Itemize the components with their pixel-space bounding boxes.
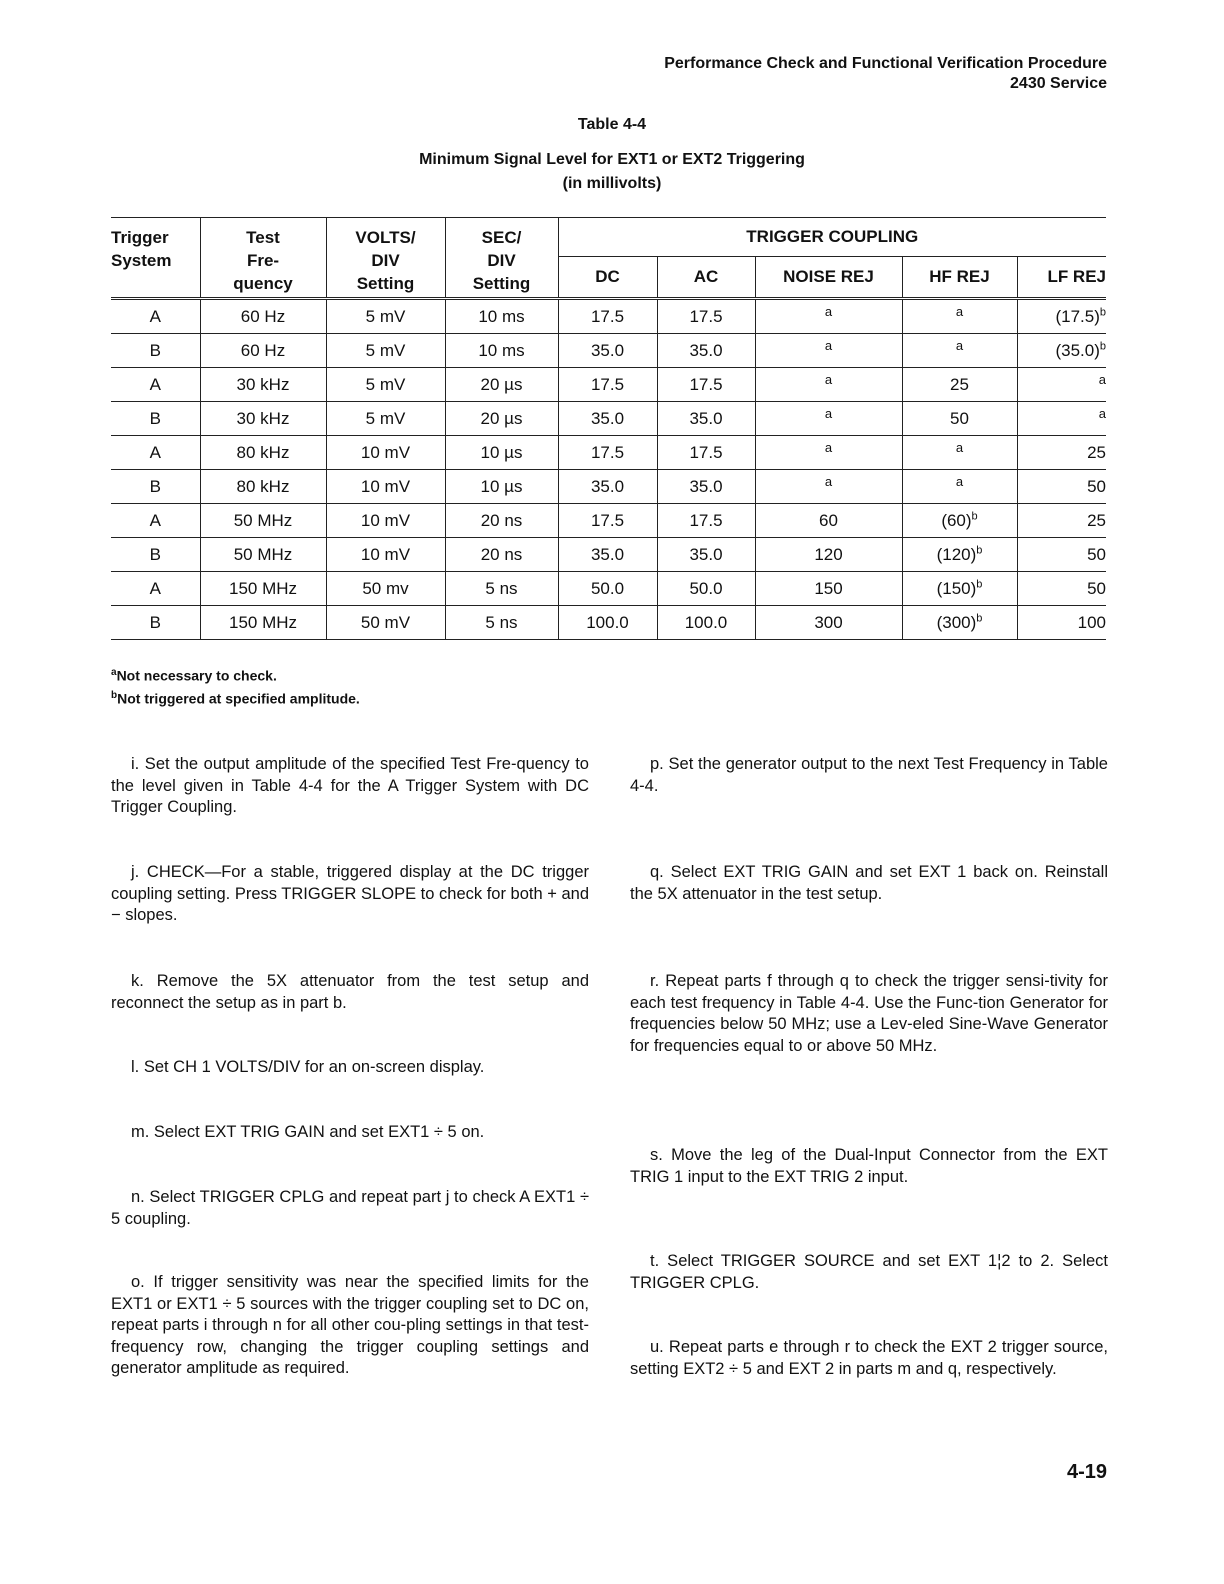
cell-noise-rej [755, 436, 902, 470]
table-row [111, 606, 1106, 640]
cell-test-frequency [200, 334, 326, 368]
header-hf-rej: HF REJ [902, 257, 1017, 299]
cell-value: 100.0 [684, 612, 728, 632]
cell-test-frequency [200, 436, 326, 470]
cell-dc [558, 368, 657, 402]
cell-value: 5 mV [365, 306, 406, 326]
cell-test-frequency [200, 504, 326, 538]
cell-volts-div [326, 436, 445, 470]
cell-value: a [955, 473, 964, 489]
cell-value: 17.5 [590, 306, 625, 326]
cell-lf-rej [1017, 504, 1106, 538]
cell-volts-div [326, 572, 445, 606]
cell-value: a [955, 303, 964, 319]
table-caption: Minimum Signal Level for EXT1 or EXT2 Triggering [419, 151, 805, 168]
header-text: SEC/ [481, 228, 522, 247]
step-k: k. Remove the 5X attenuator from the test setup and reconnect the setup as in part b. [111, 972, 589, 1012]
cell-noise-rej [755, 538, 902, 572]
signal-level-table [111, 217, 1106, 640]
step-t: t. Select TRIGGER SOURCE and set EXT 1¦2 to 2. Select TRIGGER CPLG. [630, 1252, 1108, 1292]
cell-value: 100 [1077, 612, 1106, 632]
cell-value: 17.5 [590, 442, 625, 462]
cell-value: B [149, 476, 161, 496]
cell-value: 25 [950, 374, 969, 394]
cell-value: 35.0 [689, 544, 723, 564]
cell-lf-rej [1017, 334, 1106, 368]
cell-value: 25 [1087, 510, 1106, 530]
footnote-b [111, 686, 360, 709]
cell-lf-rej [1017, 436, 1106, 470]
cell-lf-rej [1017, 572, 1106, 606]
cell-value: A [149, 374, 161, 394]
cell-ac [657, 436, 755, 470]
cell-value: 50 MHz [233, 510, 293, 530]
cell-trigger-system [111, 368, 200, 402]
page-number: 4-19 [1066, 1461, 1107, 1483]
cell-value: 20 ns [480, 544, 523, 564]
cell-value: 120 [814, 544, 843, 564]
footnote-text: Not triggered at specified amplitude. [117, 690, 360, 707]
cell-sec-div [445, 436, 558, 470]
cell-value: a [824, 303, 833, 319]
cell-hf-rej [902, 470, 1017, 504]
cell-value: 20 µs [480, 374, 523, 394]
step-o: o. If trigger sensitivity was near the specified limits for the EXT1 or EXT1 ÷ 5 sources with the trigger coupling set to DC on, repeat parts i through n for all other cou-pling settings in that test-frequency row, changing the trigger coupling settings and generator amplitude as required. [111, 1273, 589, 1377]
cell-value: A [149, 306, 161, 326]
cell-value: 35.0 [689, 476, 723, 496]
cell-value: 10 mV [360, 442, 411, 462]
cell-ac [657, 470, 755, 504]
step-m: m. Select EXT TRIG GAIN and set EXT1 ÷ 5 on. [131, 1123, 485, 1141]
header-text: Trigger [111, 228, 169, 247]
cell-value: (150) [936, 578, 977, 598]
cell-sec-div [445, 606, 558, 640]
cell-value: 10 ms [478, 306, 525, 326]
cell-value: 5 mV [365, 374, 406, 394]
cell-value: 10 ms [478, 340, 525, 360]
header-ac: AC [657, 257, 755, 299]
header-volts-div [326, 218, 445, 299]
cell-value: 20 ns [480, 510, 523, 530]
cell-dc [558, 402, 657, 436]
cell-volts-div [326, 402, 445, 436]
cell-sec-div [445, 368, 558, 402]
table-footnotes [111, 663, 360, 708]
header-test-frequency [200, 218, 326, 299]
cell-value: a [824, 439, 833, 455]
cell-value: 17.5 [590, 510, 625, 530]
cell-value: 17.5 [689, 306, 723, 326]
header-lf-rej: LF REJ [1017, 257, 1106, 299]
cell-value: 60 Hz [240, 340, 286, 360]
cell-value: 35.0 [689, 408, 723, 428]
footnote-text: Not necessary to check. [116, 667, 277, 684]
cell-value: (60) [941, 510, 972, 530]
header-noise-rej: NOISE REJ [755, 257, 902, 299]
cell-dc [558, 504, 657, 538]
cell-value: 50.0 [689, 578, 723, 598]
cell-noise-rej [755, 299, 902, 334]
cell-lf-rej [1017, 368, 1106, 402]
cell-value: a [955, 439, 964, 455]
cell-value: 17.5 [689, 442, 723, 462]
cell-dc [558, 538, 657, 572]
cell-trigger-system [111, 572, 200, 606]
footnote-ref: b [976, 611, 983, 624]
cell-hf-rej [902, 572, 1017, 606]
cell-lf-rej [1017, 538, 1106, 572]
cell-value: 80 kHz [236, 442, 290, 462]
cell-noise-rej [755, 606, 902, 640]
step-i: i. Set the output amplitude of the specified Test Fre-quency to the level given in Table 4-4 for the A Trigger System with DC Trigger Coupling. [111, 755, 589, 816]
cell-value: a [955, 337, 964, 353]
cell-value: A [149, 442, 161, 462]
cell-test-frequency [200, 402, 326, 436]
cell-hf-rej [902, 538, 1017, 572]
cell-sec-div [445, 334, 558, 368]
cell-value: B [149, 612, 161, 632]
cell-hf-rej [902, 402, 1017, 436]
cell-value: B [149, 340, 161, 360]
header-text: Setting [356, 274, 415, 293]
cell-value: 60 Hz [240, 306, 286, 326]
cell-value: a [1098, 371, 1106, 387]
footnote-ref: b [976, 577, 983, 590]
cell-value: 35.0 [689, 340, 723, 360]
table-body [111, 299, 1106, 640]
cell-hf-rej [902, 299, 1017, 334]
cell-value: a [824, 337, 833, 353]
cell-volts-div [326, 334, 445, 368]
cell-value: a [824, 405, 833, 421]
cell-value: B [149, 544, 161, 564]
cell-value: 25 [1087, 442, 1106, 462]
cell-value: 50 [1087, 544, 1106, 564]
cell-hf-rej [902, 334, 1017, 368]
table-row [111, 504, 1106, 538]
cell-volts-div [326, 470, 445, 504]
footnote-ref: b [971, 509, 978, 522]
cell-noise-rej [755, 334, 902, 368]
cell-ac [657, 368, 755, 402]
cell-value: 50 mV [360, 612, 411, 632]
step-p: p. Set the generator output to the next Test Frequency in Table 4-4. [630, 755, 1108, 795]
cell-trigger-system [111, 606, 200, 640]
table-row [111, 334, 1106, 368]
header-text: VOLTS/ [355, 228, 416, 247]
footnote-ref: b [976, 543, 983, 556]
cell-test-frequency [200, 538, 326, 572]
cell-trigger-system [111, 504, 200, 538]
cell-ac [657, 572, 755, 606]
cell-lf-rej [1017, 470, 1106, 504]
cell-trigger-system [111, 538, 200, 572]
cell-value: 10 mV [360, 544, 411, 564]
cell-volts-div [326, 368, 445, 402]
header-title: Performance Check and Functional Verification Procedure [664, 55, 1107, 72]
cell-ac [657, 538, 755, 572]
cell-lf-rej [1017, 299, 1106, 334]
cell-test-frequency [200, 572, 326, 606]
cell-noise-rej [755, 470, 902, 504]
cell-sec-div [445, 504, 558, 538]
header-subtitle: 2430 Service [1010, 75, 1107, 92]
step-j: j. CHECK—For a stable, triggered display at the DC trigger coupling setting. Press TRIGGER SLOPE to check for both + and − slopes. [111, 863, 589, 924]
cell-trigger-system [111, 470, 200, 504]
cell-ac [657, 504, 755, 538]
cell-value: 35.0 [590, 476, 625, 496]
table-row [111, 402, 1106, 436]
cell-value: 300 [814, 612, 843, 632]
table-caption-units: (in millivolts) [562, 175, 662, 192]
cell-test-frequency [200, 470, 326, 504]
cell-value: 150 MHz [228, 612, 298, 632]
step-n: n. Select TRIGGER CPLG and repeat part j to check A EXT1 ÷ 5 coupling. [111, 1188, 589, 1228]
cell-test-frequency [200, 299, 326, 334]
cell-ac [657, 606, 755, 640]
cell-lf-rej [1017, 402, 1106, 436]
table-row [111, 572, 1106, 606]
cell-noise-rej [755, 402, 902, 436]
cell-dc [558, 334, 657, 368]
cell-ac [657, 299, 755, 334]
cell-volts-div [326, 299, 445, 334]
cell-value: 35.0 [590, 408, 625, 428]
header-text: DIV [487, 251, 516, 270]
cell-sec-div [445, 538, 558, 572]
cell-value: a [1098, 405, 1106, 421]
cell-noise-rej [755, 504, 902, 538]
table-row [111, 436, 1106, 470]
cell-value: 50 [1087, 476, 1106, 496]
footnote-mark: b [111, 689, 118, 701]
header-text: Test [246, 228, 280, 247]
cell-sec-div [445, 470, 558, 504]
cell-dc [558, 470, 657, 504]
page-header [664, 54, 1107, 94]
cell-hf-rej [902, 436, 1017, 470]
cell-value: 50 [950, 408, 969, 428]
cell-ac [657, 334, 755, 368]
cell-value: 10 mV [360, 476, 411, 496]
cell-value: a [824, 371, 833, 387]
cell-sec-div [445, 572, 558, 606]
cell-test-frequency [200, 368, 326, 402]
cell-lf-rej [1017, 606, 1106, 640]
cell-value: 17.5 [689, 374, 723, 394]
cell-value: B [149, 408, 161, 428]
cell-noise-rej [755, 368, 902, 402]
cell-value: 50 [1087, 578, 1106, 598]
cell-value: 35.0 [590, 544, 625, 564]
cell-value: a [824, 473, 833, 489]
header-text: Setting [472, 274, 531, 293]
step-s: s. Move the leg of the Dual-Input Connector from the EXT TRIG 1 input to the EXT TRIG 2 input. [630, 1146, 1108, 1186]
cell-value: 60 [819, 510, 838, 530]
cell-dc [558, 436, 657, 470]
cell-trigger-system [111, 402, 200, 436]
cell-value: (17.5) [1055, 306, 1100, 326]
footnote-mark: a [111, 667, 117, 678]
header-text: System [111, 251, 172, 270]
cell-sec-div [445, 402, 558, 436]
cell-value: 150 MHz [228, 578, 298, 598]
cell-value: 5 ns [485, 612, 518, 632]
header-text: Fre- [246, 251, 280, 270]
cell-volts-div [326, 538, 445, 572]
cell-value: 5 ns [485, 578, 518, 598]
cell-value: 50.0 [590, 578, 625, 598]
cell-dc [558, 606, 657, 640]
cell-hf-rej [902, 504, 1017, 538]
cell-trigger-system [111, 299, 200, 334]
step-q: q. Select EXT TRIG GAIN and set EXT 1 back on. Reinstall the 5X attenuator in the test setup. [630, 863, 1108, 903]
header-trigger-coupling: TRIGGER COUPLING [558, 218, 1106, 257]
cell-value: 35.0 [590, 340, 625, 360]
table-row [111, 299, 1106, 334]
cell-ac [657, 402, 755, 436]
step-r: r. Repeat parts f through q to check the trigger sensi-tivity for each test frequency in Table 4-4. Use the Func-tion Generator for frequencies below 50 MHz; use a Lev-eled Sine-Wave Generator for frequencies equal to or above 50 MHz. [630, 972, 1108, 1055]
cell-volts-div [326, 504, 445, 538]
cell-value: (300) [936, 612, 977, 632]
cell-value: 5 mV [365, 408, 406, 428]
cell-value: 17.5 [590, 374, 625, 394]
step-u: u. Repeat parts e through r to check the EXT 2 trigger source, setting EXT2 ÷ 5 and EXT 2 in parts m and q, respectively. [630, 1338, 1108, 1378]
cell-value: A [149, 510, 161, 530]
cell-value: 10 µs [480, 442, 523, 462]
footnote-ref: b [1099, 339, 1106, 352]
cell-value: (120) [936, 544, 977, 564]
cell-hf-rej [902, 606, 1017, 640]
cell-trigger-system [111, 334, 200, 368]
cell-value: 150 [814, 578, 843, 598]
cell-value: 10 µs [480, 476, 523, 496]
cell-volts-div [326, 606, 445, 640]
cell-value: 20 µs [480, 408, 523, 428]
footnote-ref: b [1099, 305, 1106, 318]
cell-value: 30 kHz [236, 374, 290, 394]
cell-value: (35.0) [1055, 340, 1100, 360]
cell-dc [558, 299, 657, 334]
cell-hf-rej [902, 368, 1017, 402]
table-row [111, 538, 1106, 572]
cell-noise-rej [755, 572, 902, 606]
cell-dc [558, 572, 657, 606]
table-number: Table 4-4 [577, 116, 647, 133]
cell-value: 10 mV [360, 510, 411, 530]
step-l: l. Set CH 1 VOLTS/DIV for an on-screen display. [131, 1058, 485, 1076]
cell-trigger-system [111, 436, 200, 470]
header-sec-div [445, 218, 558, 299]
cell-value: 50 mv [362, 578, 409, 598]
cell-value: 50 MHz [233, 544, 293, 564]
cell-test-frequency [200, 606, 326, 640]
cell-value: 80 kHz [236, 476, 290, 496]
header-dc: DC [558, 257, 657, 299]
header-text: quency [233, 274, 293, 293]
cell-value: 17.5 [689, 510, 723, 530]
cell-sec-div [445, 299, 558, 334]
cell-value: 30 kHz [236, 408, 290, 428]
footnote-a [111, 663, 360, 686]
header-trigger-system [111, 218, 200, 299]
cell-value: 5 mV [365, 340, 406, 360]
cell-value: 100.0 [586, 612, 629, 632]
table-row [111, 470, 1106, 504]
table-row [111, 368, 1106, 402]
cell-value: A [149, 578, 161, 598]
header-text: DIV [371, 251, 400, 270]
